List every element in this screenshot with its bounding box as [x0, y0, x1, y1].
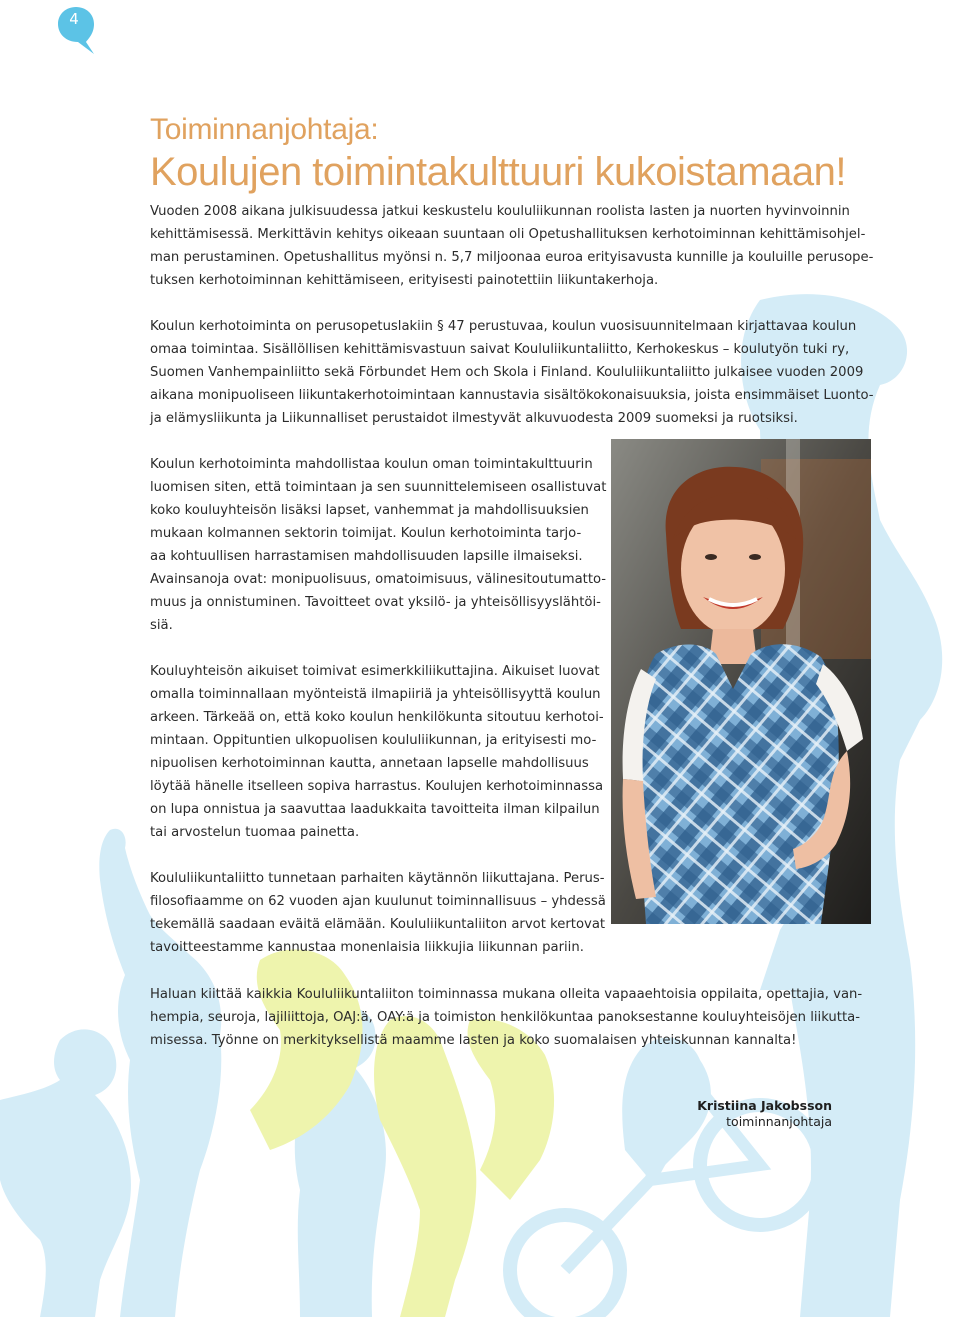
signature-role: toiminnanjohtaja — [726, 1114, 832, 1129]
text-line: Suomen Vanhempainliitto sekä Förbundet Hem och Skola i Finland. Koululiikuntaliitto julkaisee vuoden 2009 — [150, 365, 864, 380]
text-line: koko kouluyhteisön lisäksi lapset, vanhemmat ja mahdollisuuksien — [150, 503, 589, 518]
text-line: mintaan. Oppituntien ulkopuolisen koululiikunnan, ja erityisesti mo- — [150, 733, 597, 748]
paragraph-thanks — [150, 983, 862, 1052]
paragraph-adult-role-models — [150, 660, 604, 844]
text-line: Haluan kiittää kaikkia Koululiikuntaliiton toiminnassa mukana olleita vapaaehtoisia oppilaita, opettajia, van- — [150, 987, 863, 1002]
text-line: Avainsanoja ovat: monipuolisuus, omatoimisuus, välinesitoutumatto- — [150, 572, 607, 587]
text-line: Koulun kerhotoiminta mahdollistaa koulun oman toimintakulttuurin — [150, 457, 593, 472]
text-line: filosofiaamme on 62 vuoden ajan kuulunut toiminnallisuus – yhdessä — [150, 894, 606, 909]
text-line: aa kohtuullisen harrastamisen mahdollisuuden lapsille ilmaiseksi. — [150, 549, 583, 564]
text-line: muus ja onnistuminen. Tavoitteet ovat yksilö- ja yhteisöllisyyslähtöi- — [150, 595, 601, 610]
text-line: kehittämisessä. Merkittävin kehitys oikeaan suuntaan oli Opetushallituksen kerhotoiminnan kehittämisohjel- — [150, 227, 866, 242]
text-line: omaa toimintaa. Sisällöllisen kehittämisvastuun saivat Koululiikuntaliitto, Kerhokeskus – koulutyön tuki ry, — [150, 342, 850, 357]
text-line: siä. — [150, 618, 173, 633]
text-line: luomisen siten, että toimintaan ja sen suunnittelemiseen osallistuvat — [150, 480, 607, 495]
skater-silhouette — [0, 1029, 131, 1317]
text-line: tekemällä saadaan eväitä elämään. Koululiikuntaliiton arvot kertovat — [150, 917, 606, 932]
portrait-photo — [611, 439, 871, 924]
text-line: man perustaminen. Opetushallitus myönsi n. 5,7 miljoonaa euroa erityisavusta kunnille ja kouluille perusope- — [150, 250, 874, 265]
text-line: nipuolisen kerhotoiminnan kautta, annetaan lapselle mahdollisuus — [150, 756, 589, 771]
text-line: arkeen. Tärkeää on, että koko koulun henkilökunta sitoutuu kerhotoi- — [150, 710, 604, 725]
paragraph-philosophy — [150, 867, 606, 959]
text-line: Vuoden 2008 aikana julkisuudessa jatkui keskustelu koululiikunnan roolista lasten ja nuorten hyvinvoinnin — [150, 204, 850, 219]
text-line: on lupa onnistua ja saavuttaa laadukkaita tavoitteita ilman kilpailun — [150, 802, 600, 817]
text-line: löytää hänelle itselleen sopiva harrastus. Koulujen kerhotoiminnassa — [150, 779, 604, 794]
handstand-silhouette — [374, 1016, 476, 1317]
text-line: Kouluyhteisön aikuiset toimivat esimerkkiliikuttajina. Aikuiset luovat — [150, 664, 600, 679]
text-line: mukaan kolmannen sektorin toimijat. Koulun kerhotoiminta tarjo- — [150, 526, 582, 541]
text-line: tuksen kerhotoiminnan kehittämiseen, erityisesti painotettiin liikuntakerhoja. — [150, 273, 659, 288]
text-line: aikana monipuoliseen liikuntakerhotoimintaan kannustavia sisältökokonaisuuksia, joista ensimmäiset Luonto- — [150, 388, 874, 403]
text-line: tai arvostelun tuomaa painetta. — [150, 825, 360, 840]
text-line: Koulun kerhotoiminta on perusopetuslakiin § 47 perustuvaa, koulun vuosisuunnitelmaan kirjattavaa koulun — [150, 319, 857, 334]
text-line: tavoitteestamme kannustaa monenlaisia liikkujia liikunnan pariin. — [150, 940, 584, 955]
text-line: ja elämysliikunta ja Liikunnalliset perustaidot ilmestyvät alkuvuodesta 2009 suomeksi ja ruotsiksi. — [150, 411, 798, 426]
signature-name: Kristiina Jakobsson — [697, 1098, 832, 1113]
paragraph-club-activity — [150, 315, 874, 430]
portrait-illustration — [611, 439, 871, 924]
page-kicker: Toiminnanjohtaja: — [150, 113, 379, 146]
text-line: misessa. Työnne on merkityksellistä maamme lasten ja koko suomalaisen yhteiskunnan kannalta! — [150, 1033, 797, 1048]
signature-block — [697, 1098, 832, 1130]
paragraph-intro — [150, 200, 873, 292]
text-line: omalla toiminnallaan myönteistä ilmapiiriä ja yhteisöllisyyttä koulun — [150, 687, 601, 702]
page-title: Koulujen toimintakulttuuri kukoistamaan! — [150, 150, 846, 194]
text-line: Koululiikuntaliitto tunnetaan parhaiten käytännön liikuttajana. Perus- — [150, 871, 605, 886]
paragraph-school-culture — [150, 453, 606, 637]
page-number: 4 — [69, 10, 79, 28]
text-line: hempia, seuroja, lajiliittoja, OAJ:ä, OAY:ä ja toimiston henkilökuntaa panoksestanne kouluyhteisöjen liikutta- — [150, 1010, 860, 1025]
